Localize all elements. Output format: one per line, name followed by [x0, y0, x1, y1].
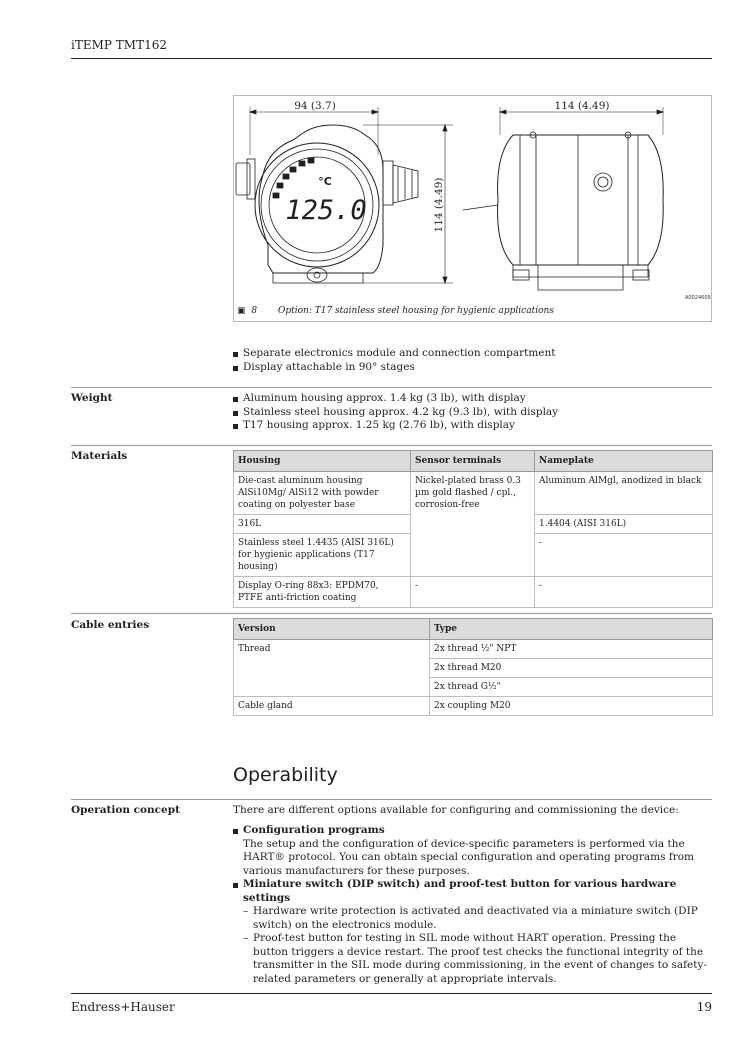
table-cell: 316L	[234, 515, 411, 534]
table-cell: Die-cast aluminum housing AlSi10Mg/ AlSi12 with powder coating on polyester base	[234, 472, 411, 515]
table-cell: -	[535, 534, 713, 577]
sub-list-item: – Proof-test button for testing in SIL mode without HART operation. Pressing the button triggers a device restart. The proof test checks the functional integrity of the transmitter in the SIL mode during commissioning, in the event of changes to safety-related parameters or generally at appropriate intervals.	[243, 932, 713, 986]
column-header: Type	[430, 619, 713, 640]
column-header: Sensor terminals	[411, 451, 535, 472]
table-row	[234, 472, 713, 515]
table-cell: 2x coupling M20	[430, 697, 713, 716]
table-cell: -	[535, 577, 713, 608]
section-rule	[71, 445, 712, 446]
header-rule	[71, 58, 712, 59]
figure-caption	[237, 306, 554, 316]
weight-list	[233, 392, 713, 433]
materials-table	[233, 450, 713, 608]
table-header-row	[234, 619, 713, 640]
table-row	[234, 577, 713, 608]
table-header-row	[234, 451, 713, 472]
operation-concept-label: Operation concept	[71, 804, 180, 816]
operation-list	[233, 824, 713, 986]
section-rule	[71, 613, 712, 614]
bullet-text: The setup and the configuration of device-specific parameters is performed via the HART® protocol. You can obtain special configuration and operating programs from various manufacturers for these purposes.	[243, 837, 694, 877]
table-cell: Cable gland	[234, 697, 430, 716]
section-rule	[71, 387, 712, 388]
dim-width-side: 114 (4.49)	[554, 100, 610, 112]
intro-bullet-list	[233, 347, 713, 374]
list-item: Display attachable in 90° stages	[233, 361, 713, 375]
table-cell: Nickel-plated brass 0.3 µm gold flashed / cpl., corrosion-free	[411, 472, 535, 577]
table-cell: 1.4404 (AISI 316L)	[535, 515, 713, 534]
list-item	[233, 878, 713, 986]
section-heading: Operability	[233, 764, 338, 786]
housing-drawing	[233, 95, 712, 322]
sub-list-item: – Hardware write protection is activated and deactivated via a miniature switch (DIP switch) on the electronics module.	[243, 905, 713, 932]
table-cell: 2x thread M20	[430, 659, 713, 678]
footer-rule	[71, 993, 712, 994]
table-cell: -	[411, 577, 535, 608]
list-item: T17 housing approx. 1.25 kg (2.76 lb), with display	[233, 419, 713, 433]
section-rule	[71, 799, 712, 800]
figure-id: A0024609	[685, 295, 711, 301]
column-header: Nameplate	[535, 451, 713, 472]
page-number: 19	[696, 1000, 712, 1014]
operation-intro: There are different options available for configuring and commissioning the device:	[233, 804, 679, 816]
bullet-title: Configuration programs	[243, 824, 385, 836]
table-row	[234, 697, 713, 716]
figure-icon: ▣	[237, 306, 246, 316]
figure-number: 8	[251, 306, 258, 316]
weight-label: Weight	[71, 392, 113, 404]
table-cell: Thread	[234, 640, 430, 697]
column-header: Housing	[234, 451, 411, 472]
list-item: Aluminum housing approx. 1.4 kg (3 lb), with display	[233, 392, 713, 406]
list-item	[233, 824, 713, 878]
cable-entries-table	[233, 618, 713, 716]
list-item: Separate electronics module and connection compartment	[233, 347, 713, 361]
dim-height: 114 (4.49)	[433, 177, 445, 233]
display-value: 125.0	[285, 195, 367, 226]
cable-entries-label: Cable entries	[71, 619, 150, 631]
document-header-title: iTEMP TMT162	[71, 38, 167, 52]
footer-brand: Endress+Hauser	[71, 1000, 175, 1014]
column-header: Version	[234, 619, 430, 640]
dim-width-front: 94 (3.7)	[294, 100, 336, 112]
table-cell: 2x thread G½"	[430, 678, 713, 697]
materials-label: Materials	[71, 450, 128, 462]
table-cell: Aluminum AlMgl, anodized in black	[535, 472, 713, 515]
list-item: Stainless steel housing approx. 4.2 kg (9.3 lb), with display	[233, 406, 713, 420]
table-cell: Stainless steel 1.4435 (AISI 316L) for hygienic applications (T17 housing)	[234, 534, 411, 577]
table-cell: Display O-ring 88x3: EPDM70, PTFE anti-friction coating	[234, 577, 411, 608]
display-unit: °C	[318, 175, 332, 188]
table-row	[234, 640, 713, 659]
table-cell: 2x thread ½" NPT	[430, 640, 713, 659]
figure-caption-text: Option: T17 stainless steel housing for hygienic applications	[278, 306, 554, 316]
bullet-title: Miniature switch (DIP switch) and proof-test button for various hardware settings	[243, 878, 677, 904]
